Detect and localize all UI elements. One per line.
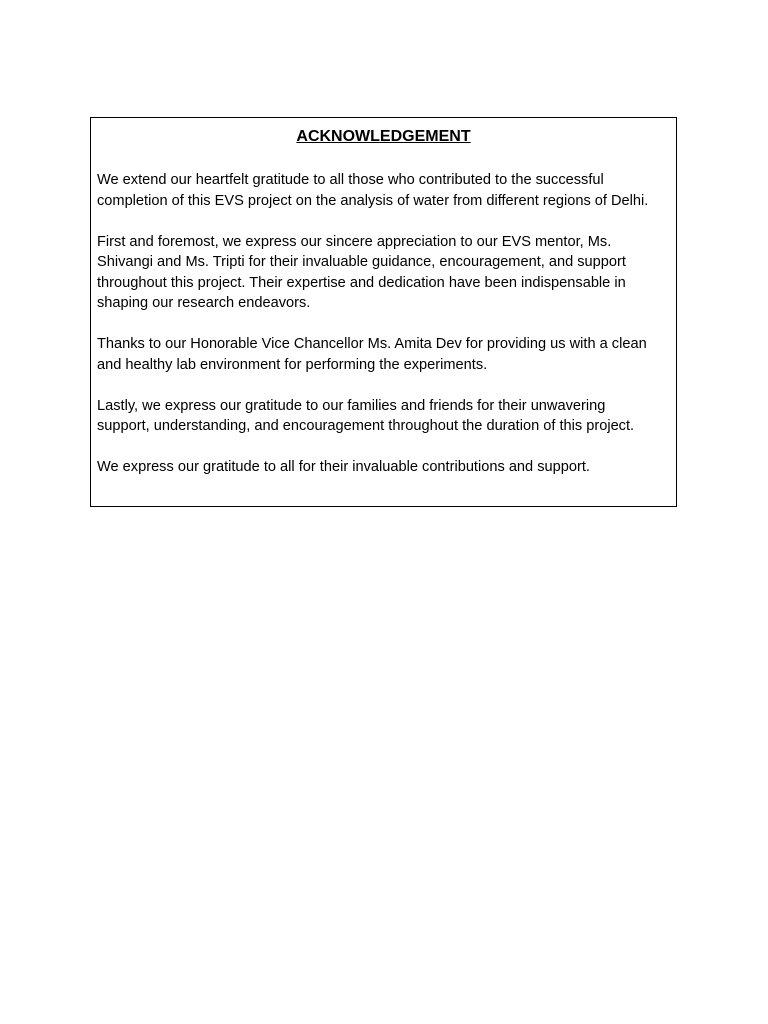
acknowledgement-title: ACKNOWLEDGEMENT: [296, 128, 471, 145]
paragraph-gratitude-intro: We extend our heartfelt gratitude to all those who contributed to the successful completion of this EVS project on the analysis of water from different regions of Delhi.: [97, 172, 649, 209]
paragraph-family-thanks: Lastly, we express our gratitude to our families and friends for their unwavering support, understanding, and encouragement throughout the duration of this project.: [97, 397, 635, 434]
paragraph-closing: We express our gratitude to all for their invaluable contributions and support.: [97, 459, 590, 475]
paragraph-vice-chancellor-thanks: Thanks to our Honorable Vice Chancellor Ms. Amita Dev for providing us with a clean and healthy lab environment for performing the experiments.: [97, 336, 647, 373]
paragraph-mentor-thanks: First and foremost, we express our sincere appreciation to our EVS mentor, Ms. Shivangi and Ms. Tripti for their invaluable guidance, encouragement, and support throughout this project. Their expertise and dedication have been indispensable in shaping our research endeavors.: [97, 233, 626, 311]
acknowledgement-box: [90, 117, 677, 507]
